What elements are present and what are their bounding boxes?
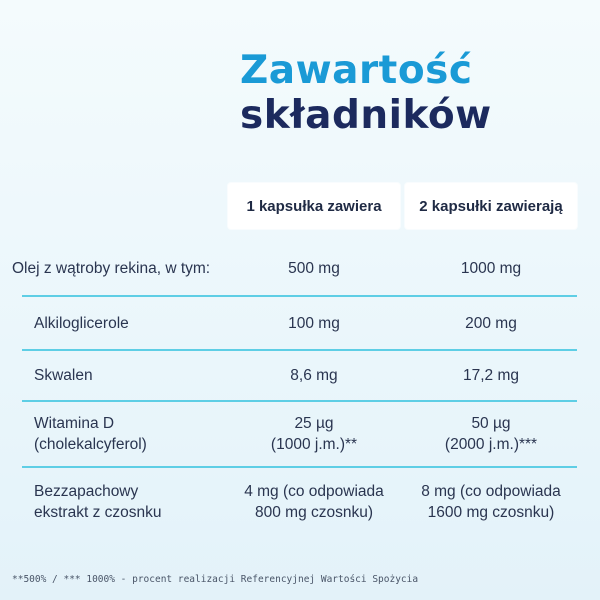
value-2-capsules: 200 mg — [465, 315, 517, 332]
value-1-capsule: 100 mg — [288, 315, 340, 332]
row-label: Olej z wątroby rekina, w tym: — [12, 260, 211, 277]
footnote: **500% / *** 1000% - procent realizacji Referencyjnej Wartości Spożycia — [12, 574, 419, 585]
row-label: Witamina D (cholekalcyferol) — [34, 415, 147, 453]
row-divider — [22, 466, 577, 468]
value-1-capsule: 4 mg (co odpowiada 800 mg czosnku) — [244, 483, 384, 521]
row-divider — [22, 349, 577, 351]
value-1-capsule: 25 µg (1000 j.m.)** — [270, 415, 358, 453]
row-label: Skwalen — [34, 367, 93, 384]
title-line-1: Zawartość — [240, 48, 473, 93]
value-2-capsules: 17,2 mg — [462, 367, 519, 384]
row-label: Bezzapachowy ekstrakt z czosnku — [34, 483, 162, 521]
page-title — [240, 48, 492, 138]
value-1-capsule: 500 mg — [288, 260, 340, 277]
column-header-1-capsule: 1 kapsułka zawiera — [228, 183, 400, 229]
value-2-capsules: 1000 mg — [460, 260, 522, 277]
title-line-2: składników — [240, 93, 492, 138]
value-2-capsules: 8 mg (co odpowiada 1600 mg czosnku) — [421, 483, 561, 521]
value-1-capsule: 8,6 mg — [290, 367, 338, 384]
value-2-capsules: 50 µg (2000 j.m.)*** — [444, 415, 538, 453]
column-header-2-capsules: 2 kapsułki zawierają — [405, 183, 577, 229]
row-divider — [22, 400, 577, 402]
row-divider — [22, 295, 577, 297]
row-label: Alkiloglicerole — [34, 315, 129, 332]
